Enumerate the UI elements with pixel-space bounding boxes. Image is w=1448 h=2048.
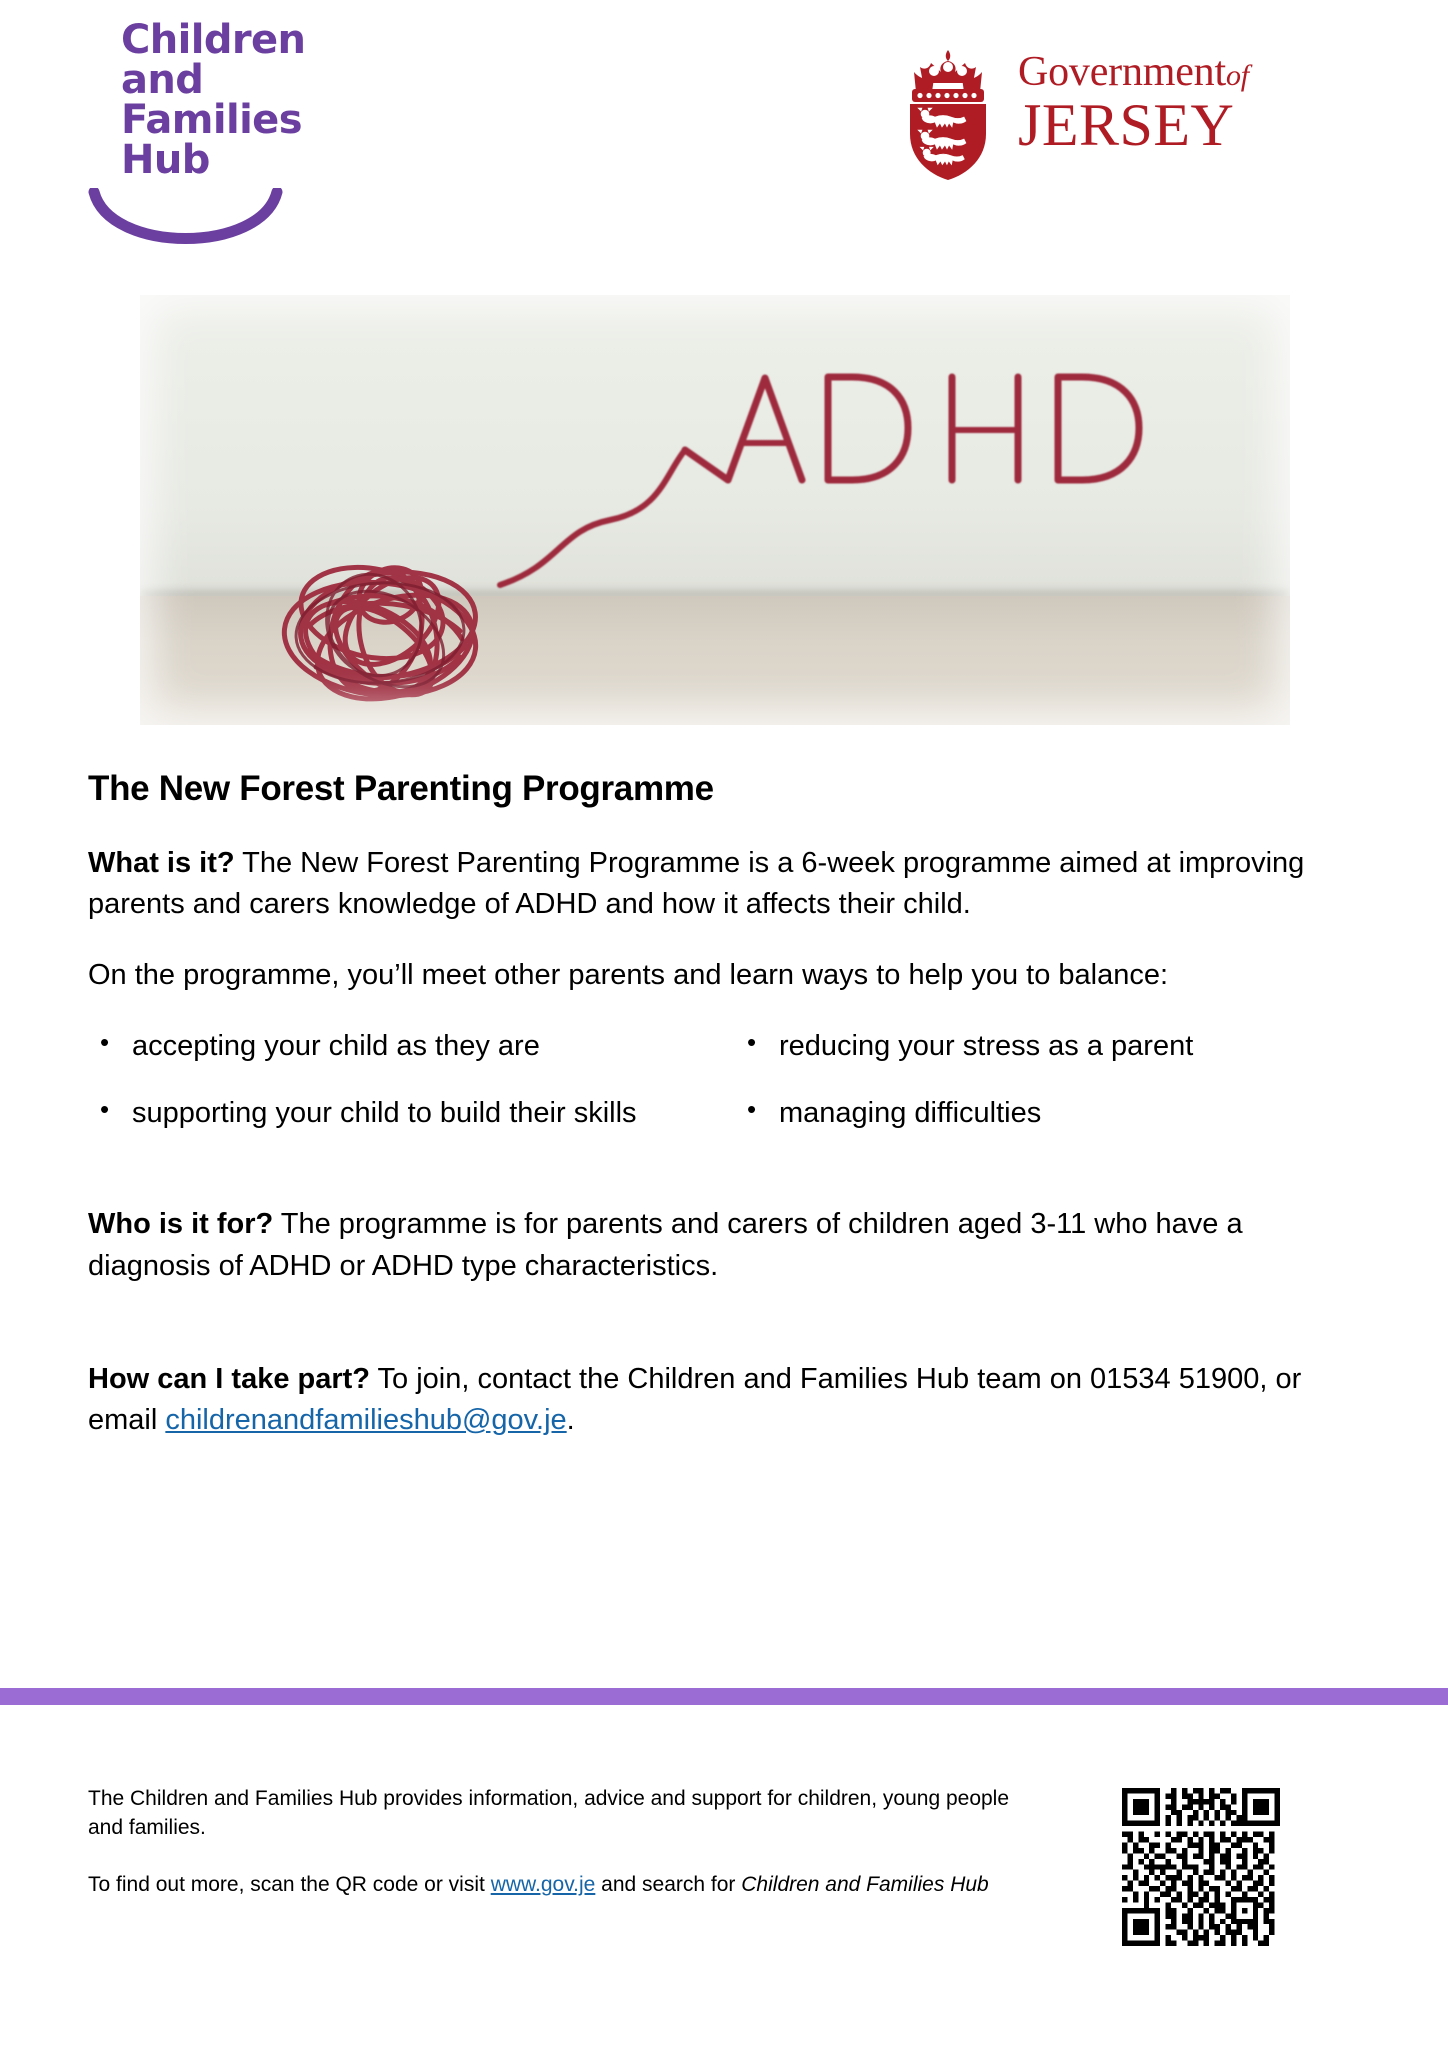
footer-paragraph-2 <box>88 1871 1028 1900</box>
what-is-it-label: What is it? <box>88 846 235 879</box>
footer-text-middle: and search for <box>595 1872 742 1896</box>
list-item: • supporting your child to build their skills <box>88 1093 723 1134</box>
cfh-logo-line-3: Families <box>121 97 302 143</box>
what-is-it-text: The New Forest Parenting Programme is a 6-week programme aimed at improving parents and carers knowledge of ADHD and how it affects their child. <box>88 846 1305 920</box>
smile-curve-icon <box>88 188 283 248</box>
goj-line-government-of <box>1018 49 1249 95</box>
who-is-it-for-paragraph <box>88 1204 1358 1286</box>
what-is-it-paragraph <box>88 843 1358 925</box>
email-link[interactable]: childrenandfamilieshub@gov.je <box>165 1403 567 1436</box>
footer-text-before-link: To find out more, scan the QR code or visit <box>88 1872 491 1896</box>
bullet-list-left <box>88 1026 723 1134</box>
children-and-families-hub-logo <box>88 17 348 250</box>
content-spacer <box>88 1317 1358 1359</box>
qr-code-icon[interactable] <box>1122 1788 1280 1946</box>
goj-wordmark <box>1018 48 1249 159</box>
qr-code-svg <box>1122 1788 1280 1946</box>
main-content <box>88 770 1358 1471</box>
how-to-take-part-text: To join, contact the Children and Families Hub team on 01534 51900, or email <box>88 1362 1302 1436</box>
bullet-list-right <box>735 1026 1358 1134</box>
how-to-take-part-label: How can I take part? <box>88 1362 371 1395</box>
jersey-crest-icon <box>900 48 996 180</box>
page-footer <box>88 1785 1268 1928</box>
gov-je-link[interactable]: www.gov.je <box>490 1872 596 1896</box>
benefits-bullet-columns <box>88 1026 1358 1160</box>
goj-government-text: Government <box>1018 49 1226 95</box>
cfh-logo-line-2: and <box>121 57 204 103</box>
adhd-hero-image <box>140 295 1290 725</box>
how-to-take-part-paragraph <box>88 1359 1358 1441</box>
footer-italic-text: Children and Families Hub <box>741 1872 989 1896</box>
goj-jersey-text: JERSEY <box>1018 92 1235 159</box>
list-item: • reducing your stress as a parent <box>735 1026 1358 1067</box>
page-title: The New Forest Parenting Programme <box>88 769 714 808</box>
page-header <box>0 0 1448 270</box>
footer-paragraph-1: The Children and Families Hub provides information, advice and support for children, young people and families. <box>88 1787 1010 1839</box>
cfh-logo-line-1: Children <box>121 17 306 63</box>
purple-divider <box>0 1688 1448 1705</box>
intro-paragraph: On the programme, you’ll meet other parents and learn ways to help you to balance: <box>88 958 1169 991</box>
government-of-jersey-logo <box>900 48 1320 183</box>
cfh-wordmark <box>88 17 348 183</box>
goj-of-text: of <box>1225 59 1249 92</box>
cfh-logo-line-4: Hub <box>121 137 210 183</box>
list-item: • accepting your child as they are <box>88 1026 723 1067</box>
who-is-it-for-label: Who is it for? <box>88 1208 274 1241</box>
how-to-take-part-period: . <box>566 1403 575 1436</box>
yarn-adhd-illustration <box>140 295 1290 725</box>
bullets-column-right <box>723 1026 1358 1160</box>
hero-photo <box>140 295 1290 725</box>
footer-text-block <box>88 1785 1028 1900</box>
list-item: • managing difficulties <box>735 1093 1358 1134</box>
bullets-column-left <box>88 1026 723 1160</box>
who-is-it-for-text: The programme is for parents and carers of children aged 3-11 who have a diagnosis of ADHD or ADHD type characteristics. <box>88 1208 1243 1282</box>
